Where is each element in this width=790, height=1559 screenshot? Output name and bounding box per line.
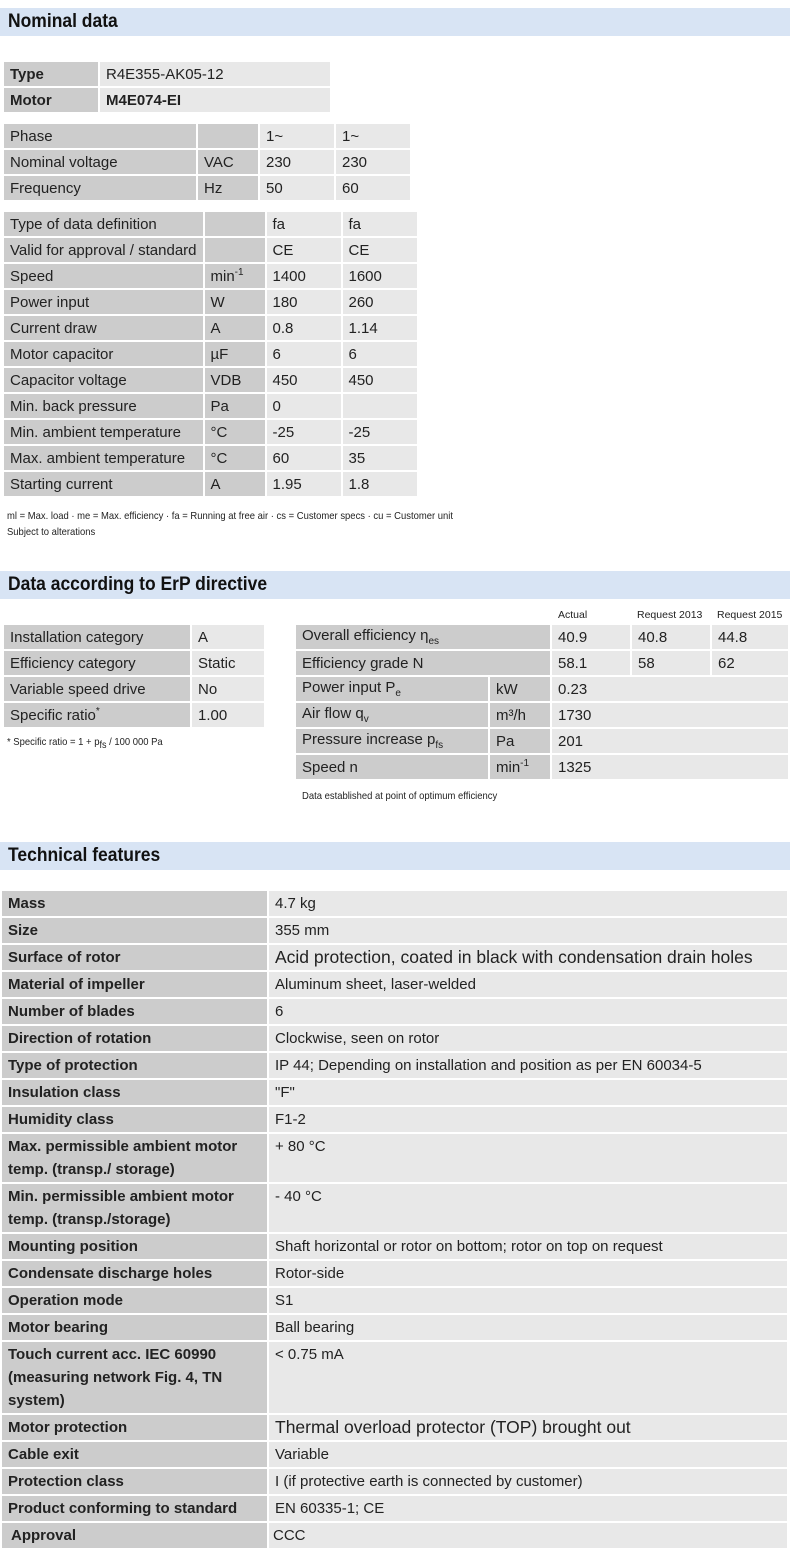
table-row	[2, 1134, 787, 1182]
row-unit: Pa	[490, 729, 550, 753]
row-value: 6	[269, 999, 787, 1024]
row-value-50hz: 60	[267, 446, 341, 470]
row-value-60hz	[343, 394, 417, 418]
table-row	[2, 1080, 787, 1105]
row-label: Efficiency category	[4, 651, 190, 675]
col-header-actual: Actual	[558, 609, 588, 621]
table-row	[2, 1184, 787, 1232]
row-value-50hz: 1400	[267, 264, 341, 288]
nominal-title: Nominal data	[8, 11, 118, 32]
row-label: Max. ambient temperature	[4, 446, 203, 470]
table-row	[4, 446, 417, 470]
row-unit: °C	[205, 446, 265, 470]
label-sub: v	[363, 714, 369, 725]
value-actual: 1325	[552, 755, 788, 779]
row-label: Efficiency grade N	[296, 651, 550, 675]
table-row	[2, 1234, 787, 1259]
type-value: R4E355-AK05-12	[100, 62, 330, 86]
row-value: Static	[192, 651, 264, 675]
value-2013: 58	[632, 651, 710, 675]
table-row	[2, 1315, 787, 1340]
value-2015: 44.8	[712, 625, 788, 649]
row-label: Min. back pressure	[4, 394, 203, 418]
erp-section-header	[0, 571, 790, 599]
table-row	[296, 625, 788, 649]
row-label: Mounting position	[2, 1234, 267, 1259]
row-value: Variable	[269, 1442, 787, 1467]
row-label: Frequency	[4, 176, 196, 200]
approval-row	[2, 1523, 787, 1548]
table-row	[296, 651, 788, 675]
table-row	[2, 891, 787, 916]
table-row	[2, 1107, 787, 1132]
table-row	[2, 1261, 787, 1286]
row-value: No	[192, 677, 264, 701]
table-row	[2, 1469, 787, 1494]
table-row	[4, 212, 417, 236]
row-label: Material of impeller	[2, 972, 267, 997]
table-row	[296, 755, 788, 779]
table-row	[2, 1342, 787, 1413]
row-value: 355 mm	[269, 918, 787, 943]
row-label: Phase	[4, 124, 196, 148]
legend-note: ml = Max. load · me = Max. efficiency · fa = Running at free air · cs = Customer specs · cu = Customer unit	[7, 510, 453, 522]
table-row	[2, 972, 787, 997]
row-value: Ball bearing	[269, 1315, 787, 1340]
table-row	[4, 651, 264, 675]
table-row	[2, 1496, 787, 1521]
erp-title: Data according to ErP directive	[8, 574, 268, 595]
row-unit	[205, 212, 265, 236]
motor-label: Motor	[4, 88, 98, 112]
row-value-60hz: fa	[343, 212, 417, 236]
label-text: Specific ratio	[10, 707, 96, 724]
row-unit: kW	[490, 677, 550, 701]
label-text: Air flow q	[302, 705, 364, 722]
row-label: Size	[2, 918, 267, 943]
row-label: Type of protection	[2, 1053, 267, 1078]
row-label: Surface of rotor	[2, 945, 267, 970]
row-label: Motor capacitor	[4, 342, 203, 366]
row-label: Speed	[4, 264, 203, 288]
value-actual: 0.23	[552, 677, 788, 701]
row-value-60hz: 35	[343, 446, 417, 470]
row-value: < 0.75 mA	[269, 1342, 787, 1413]
row-value-50hz: 1.95	[267, 472, 341, 496]
performance-table	[2, 210, 419, 498]
tech-title: Technical features	[8, 845, 161, 866]
row-unit: Pa	[205, 394, 265, 418]
row-value-50hz: 6	[267, 342, 341, 366]
table-row	[4, 124, 410, 148]
value-actual: 40.9	[552, 625, 630, 649]
row-label: Touch current acc. IEC 60990 (measuring network Fig. 4, TN system)	[2, 1342, 267, 1413]
unit-base: min	[496, 759, 521, 776]
row-value: Thermal overload protector (TOP) brought out	[269, 1415, 787, 1440]
row-label: Min. permissible ambient motor temp. (transp./storage)	[2, 1184, 267, 1232]
row-value: F1-2	[269, 1107, 787, 1132]
row-unit: VAC	[198, 150, 258, 174]
table-row	[4, 176, 410, 200]
electrical-table	[2, 122, 412, 202]
table-row	[4, 420, 417, 444]
row-label: Nominal voltage	[4, 150, 196, 174]
row-value-60hz: -25	[343, 420, 417, 444]
type-motor-table	[2, 60, 332, 114]
label-sub: e	[395, 688, 401, 699]
row-value: 1.00	[192, 703, 264, 727]
row-label: Mass	[2, 891, 267, 916]
row-label: Starting current	[4, 472, 203, 496]
table-row	[4, 150, 410, 174]
row-value-50hz: 0.8	[267, 316, 341, 340]
row-label	[296, 625, 550, 649]
row-label: Type of data definition	[4, 212, 203, 236]
row-unit: Hz	[198, 176, 258, 200]
row-label: Installation category	[4, 625, 190, 649]
row-label: Cable exit	[2, 1442, 267, 1467]
col-header-2013: Request 2013	[637, 609, 703, 621]
approval-label: Approval	[2, 1523, 267, 1548]
row-value-50hz: -25	[267, 420, 341, 444]
row-value-60hz: 450	[343, 368, 417, 392]
row-value: Shaft horizontal or rotor on bottom; rotor on top on request	[269, 1234, 787, 1259]
row-unit	[490, 755, 550, 779]
table-row	[2, 1415, 787, 1440]
row-value-60hz: CE	[343, 238, 417, 262]
row-value-60hz: 1600	[343, 264, 417, 288]
row-unit: A	[205, 472, 265, 496]
row-value: "F"	[269, 1080, 787, 1105]
table-row	[2, 1026, 787, 1051]
row-value: IP 44; Depending on installation and position as per EN 60034-5	[269, 1053, 787, 1078]
table-row	[4, 368, 417, 392]
table-row	[296, 729, 788, 753]
row-label	[4, 703, 190, 727]
row-label: Humidity class	[2, 1107, 267, 1132]
table-row	[4, 342, 417, 366]
technical-features-table	[0, 889, 789, 1550]
row-label	[296, 729, 488, 753]
col-header-2015: Request 2015	[717, 609, 783, 621]
row-value: + 80 °C	[269, 1134, 787, 1182]
table-row	[296, 703, 788, 727]
row-value: S1	[269, 1288, 787, 1313]
unit-sup: -1	[234, 267, 244, 278]
row-value-50hz: fa	[267, 212, 341, 236]
row-label	[296, 677, 488, 701]
label-text: Pressure increase p	[302, 731, 436, 748]
subject-note: Subject to alterations	[7, 526, 96, 538]
row-label: Motor protection	[2, 1415, 267, 1440]
label-sub: es	[428, 636, 440, 647]
row-label: Number of blades	[2, 999, 267, 1024]
row-label: Protection class	[2, 1469, 267, 1494]
table-row	[4, 290, 417, 314]
row-value-60hz: 1.8	[343, 472, 417, 496]
row-label: Valid for approval / standard	[4, 238, 203, 262]
table-row	[4, 264, 417, 288]
table-row	[2, 1053, 787, 1078]
table-row	[4, 394, 417, 418]
label-text: Power input P	[302, 679, 396, 696]
row-value-50hz: CE	[267, 238, 341, 262]
row-value-60hz: 1~	[336, 124, 410, 148]
table-row	[4, 238, 417, 262]
approval-value: CCC	[269, 1523, 787, 1548]
row-label: Min. ambient temperature	[4, 420, 203, 444]
row-value: I (if protective earth is connected by customer)	[269, 1469, 787, 1494]
value-actual: 201	[552, 729, 788, 753]
table-row	[2, 945, 787, 970]
row-unit	[205, 264, 265, 288]
row-label: Condensate discharge holes	[2, 1261, 267, 1286]
row-value-50hz: 180	[267, 290, 341, 314]
value-actual: 1730	[552, 703, 788, 727]
optimum-note: Data established at point of optimum efficiency	[302, 790, 498, 802]
table-row	[2, 918, 787, 943]
table-row	[4, 316, 417, 340]
value-2013: 40.8	[632, 625, 710, 649]
table-row	[296, 677, 788, 701]
row-value: Rotor-side	[269, 1261, 787, 1286]
row-label: Current draw	[4, 316, 203, 340]
row-unit: µF	[205, 342, 265, 366]
value-actual: 58.1	[552, 651, 630, 675]
footnote-text: * Specific ratio = 1 + p	[7, 736, 100, 748]
row-unit: A	[205, 316, 265, 340]
table-row	[2, 999, 787, 1024]
row-value: Clockwise, seen on rotor	[269, 1026, 787, 1051]
tech-section-header	[0, 842, 790, 870]
row-label: Power input	[4, 290, 203, 314]
row-unit: m³/h	[490, 703, 550, 727]
table-row	[4, 703, 264, 727]
row-label: Insulation class	[2, 1080, 267, 1105]
table-row	[4, 472, 417, 496]
table-row	[2, 1442, 787, 1467]
row-value-50hz: 230	[260, 150, 334, 174]
row-value-50hz: 0	[267, 394, 341, 418]
row-label	[296, 703, 488, 727]
row-value-60hz: 1.14	[343, 316, 417, 340]
row-label: Variable speed drive	[4, 677, 190, 701]
unit-sup: -1	[520, 758, 530, 769]
footnote-sub: fs	[99, 740, 107, 752]
row-value-60hz: 230	[336, 150, 410, 174]
row-value-50hz: 450	[267, 368, 341, 392]
row-label: Max. permissible ambient motor temp. (transp./ storage)	[2, 1134, 267, 1182]
table-row	[2, 1288, 787, 1313]
footnote-text-end: / 100 000 Pa	[106, 736, 163, 748]
footnote-mark: *	[95, 706, 100, 717]
row-value-60hz: 6	[343, 342, 417, 366]
row-value-50hz: 1~	[260, 124, 334, 148]
table-row	[4, 677, 264, 701]
row-value: EN 60335-1; CE	[269, 1496, 787, 1521]
value-2015: 62	[712, 651, 788, 675]
row-value: - 40 °C	[269, 1184, 787, 1232]
row-value: Aluminum sheet, laser-welded	[269, 972, 787, 997]
motor-value: M4E074-EI	[100, 88, 330, 112]
table-row	[4, 625, 264, 649]
type-label: Type	[4, 62, 98, 86]
row-value: 4.7 kg	[269, 891, 787, 916]
row-unit	[198, 124, 258, 148]
row-label: Operation mode	[2, 1288, 267, 1313]
row-unit	[205, 238, 265, 262]
erp-efficiency-table	[294, 623, 790, 781]
label-text: Overall efficiency η	[302, 627, 429, 644]
erp-category-table	[2, 623, 266, 729]
row-label: Speed n	[296, 755, 488, 779]
specific-ratio-footnote	[7, 736, 163, 751]
row-unit: °C	[205, 420, 265, 444]
row-label: Product conforming to standard	[2, 1496, 267, 1521]
row-value: Acid protection, coated in black with condensation drain holes	[269, 945, 787, 970]
nominal-section-header	[0, 8, 790, 36]
row-value: A	[192, 625, 264, 649]
row-label: Capacitor voltage	[4, 368, 203, 392]
row-value-60hz: 60	[336, 176, 410, 200]
row-unit: W	[205, 290, 265, 314]
label-sub: fs	[435, 740, 444, 751]
row-value-60hz: 260	[343, 290, 417, 314]
row-value-50hz: 50	[260, 176, 334, 200]
row-label: Direction of rotation	[2, 1026, 267, 1051]
unit-base: min	[210, 268, 235, 285]
row-label: Motor bearing	[2, 1315, 267, 1340]
row-unit: VDB	[205, 368, 265, 392]
